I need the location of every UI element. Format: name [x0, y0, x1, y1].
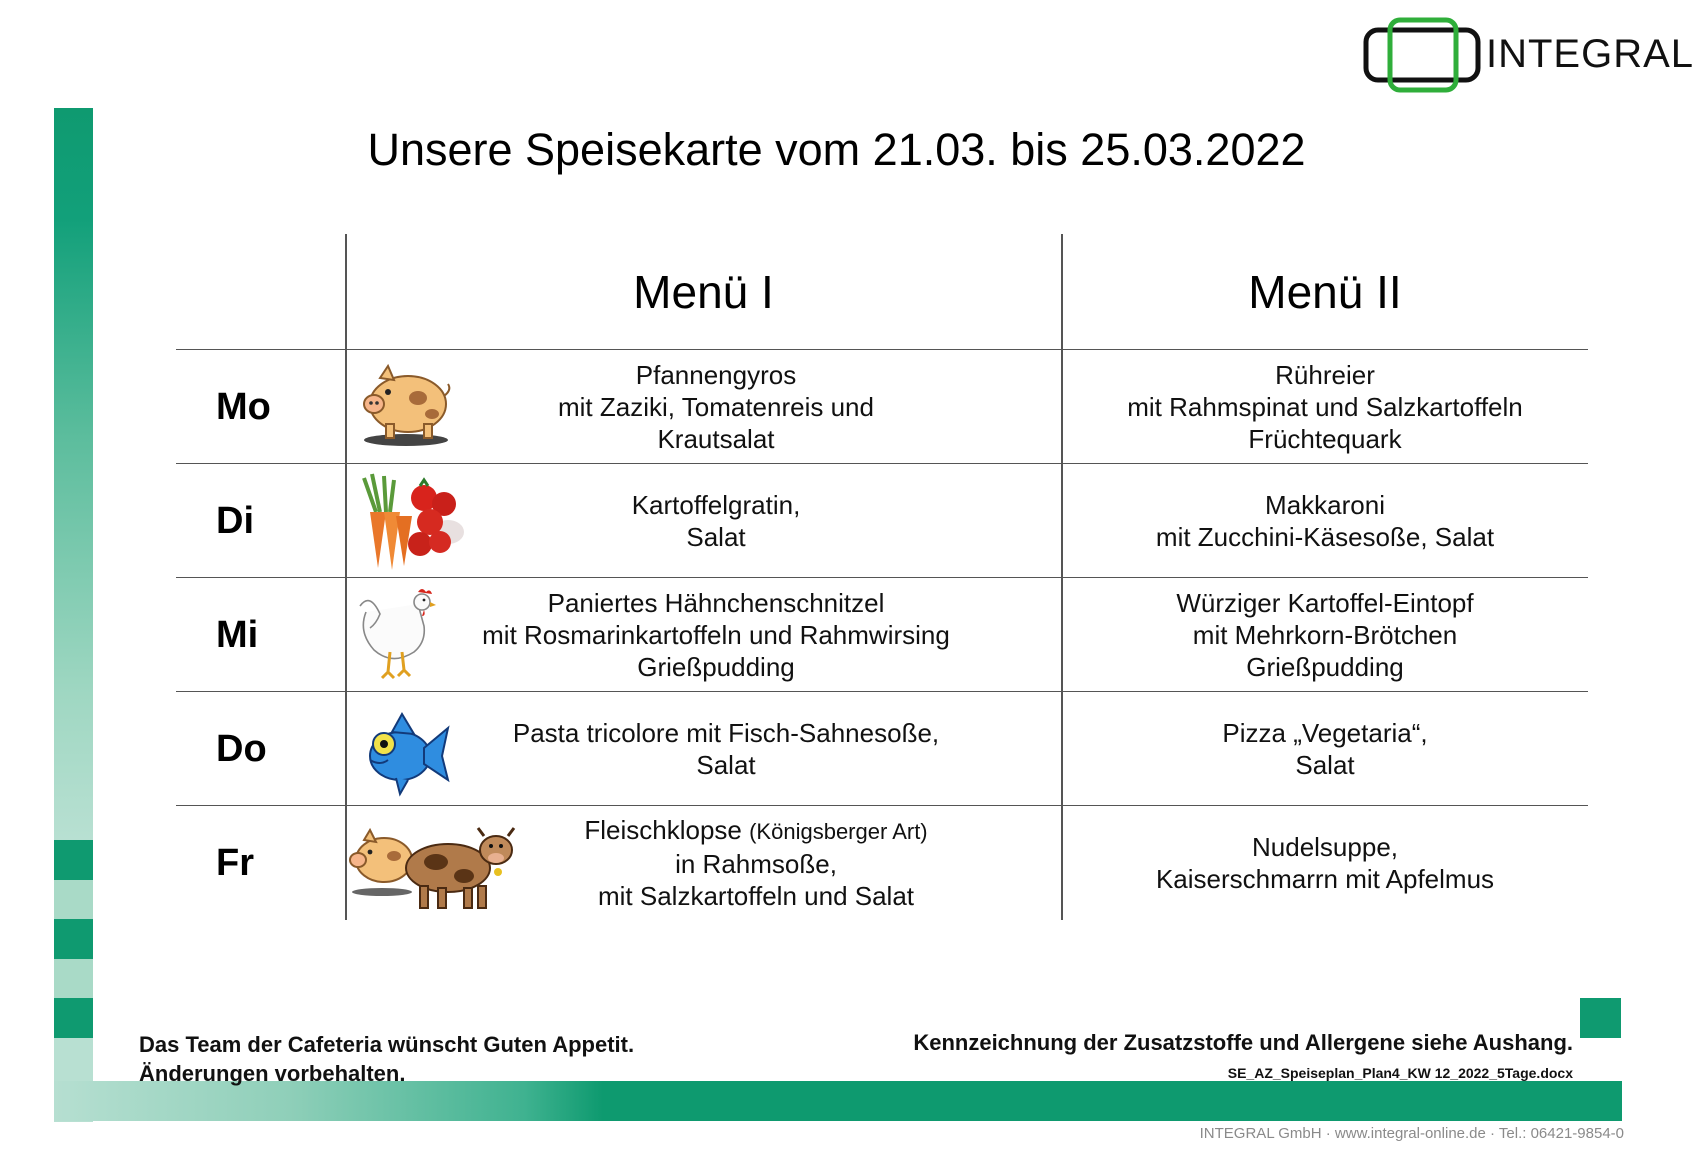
day-label: Di	[216, 499, 254, 542]
menu2-cell: Pizza „Vegetaria“, Salat	[1222, 718, 1428, 780]
logo-mark-icon	[1362, 16, 1486, 96]
menu1-cell: Fleischklopse (Königsberger Art) in Rahmsoße, mit Salzkartoffeln und Salat	[584, 815, 928, 911]
header-row	[176, 234, 1588, 349]
page-title: Unsere Speisekarte vom 21.03. bis 25.03.2022	[367, 124, 1306, 175]
chicken-icon	[356, 586, 436, 682]
menu2-cell: Nudelsuppe, Kaiserschmarrn mit Apfelmus	[1155, 832, 1495, 894]
left-decor-blocks	[54, 840, 93, 1122]
table-row	[176, 691, 1588, 806]
document-filename: SE_AZ_Speiseplan_Plan4_KW 12_2022_5Tage.docx	[1227, 1065, 1573, 1081]
header-menu-1: Menü I	[633, 265, 774, 318]
table-row	[176, 805, 1588, 920]
menu2-cell: Rühreier mit Rahmspinat und Salzkartoffeln Früchtequark	[1127, 360, 1523, 454]
menu1-cell: Kartoffelgratin, Salat	[631, 490, 801, 552]
corner-decor-square	[1580, 998, 1621, 1038]
menu2-cell: Würziger Kartoffel-Eintopf mit Mehrkorn-Brötchen Grießpudding	[1176, 588, 1474, 682]
day-label: Do	[216, 727, 267, 770]
footer-greeting: Das Team der Cafeteria wünscht Guten Appetit. Änderungen vorbehalten.	[139, 1032, 635, 1086]
table-row	[176, 349, 1588, 464]
table-row	[176, 577, 1588, 692]
day-label: Fr	[216, 841, 254, 884]
integral-logo	[1362, 16, 1694, 96]
logo-text: INTEGRAL	[1486, 32, 1694, 76]
day-label: Mo	[216, 385, 271, 428]
footer-allergen-note: Kennzeichnung der Zusatzstoffe und Allergene siehe Aushang.	[913, 1030, 1573, 1055]
menu1-cell: Pfannengyros mit Zaziki, Tomatenreis und Krautsalat	[558, 360, 874, 454]
header-menu-2: Menü II	[1248, 265, 1402, 318]
fish-icon	[362, 700, 452, 796]
table-row	[176, 463, 1588, 578]
left-decor-bar	[54, 108, 93, 840]
menu-table	[176, 234, 1588, 911]
pig-and-cow-icon	[348, 816, 528, 912]
company-info: INTEGRAL GmbH · www.integral-online.de · Tel.: 06421-9854-0	[1199, 1125, 1624, 1142]
vegetables-icon	[356, 472, 466, 572]
menu1-cell: Paniertes Hähnchenschnitzel mit Rosmarinkartoffeln und Rahmwirsing Grießpudding	[482, 588, 950, 682]
pig-icon	[360, 358, 452, 448]
menu2-cell: Makkaroni mit Zucchini-Käsesoße, Salat	[1155, 490, 1495, 552]
day-label: Mi	[216, 613, 259, 656]
menu1-cell: Pasta tricolore mit Fisch-Sahnesoße, Salat	[512, 718, 940, 780]
